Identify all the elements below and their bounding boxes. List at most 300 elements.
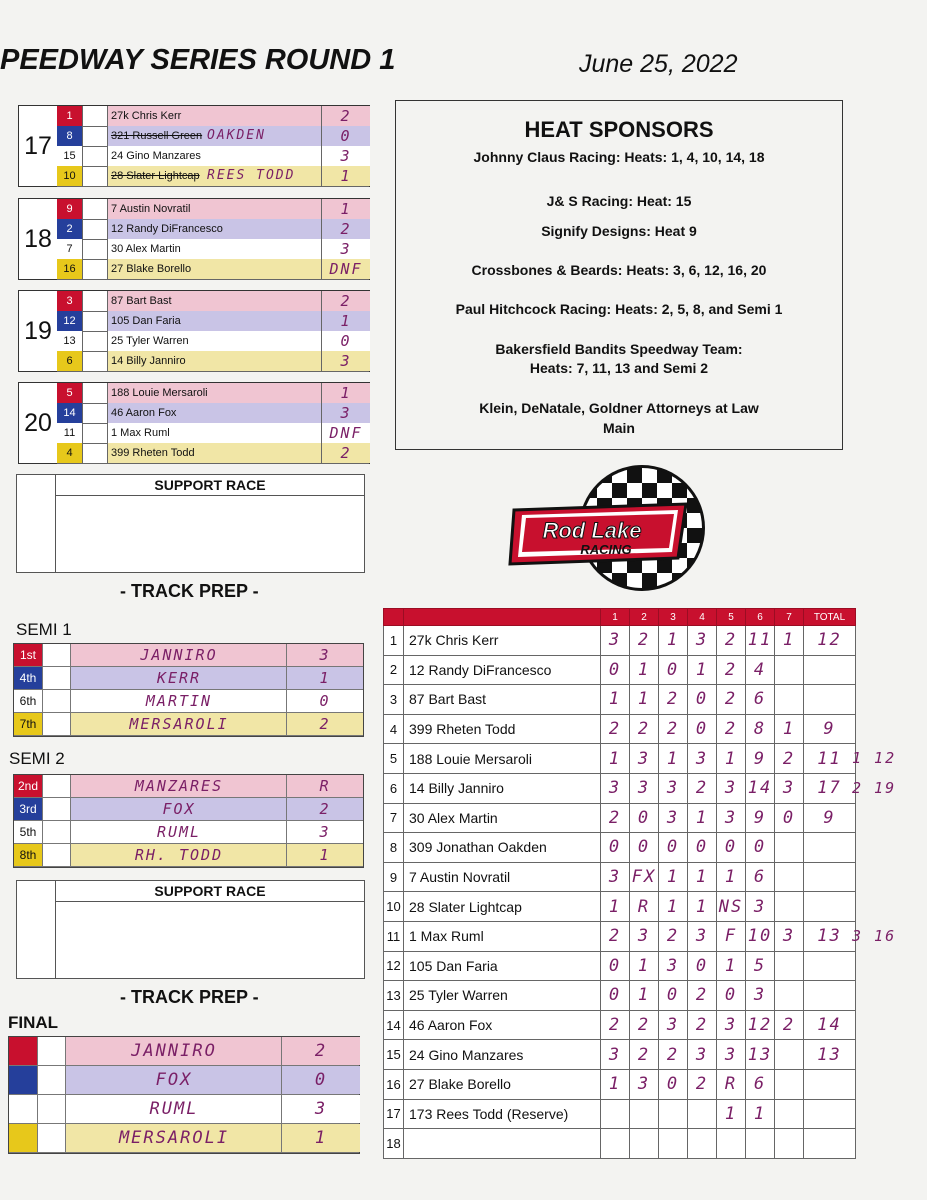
rider-name: 105 Dan Faria xyxy=(404,951,601,981)
rider-name: 87 Bart Bast xyxy=(107,291,321,311)
heat-score: 0 xyxy=(659,981,688,1011)
replacement-rider: REES TODD xyxy=(207,168,296,183)
heat-points: 1 xyxy=(321,311,370,331)
heat-score xyxy=(717,1129,746,1159)
heat-score: 6 xyxy=(746,1069,775,1099)
rider-name: 28 Slater Lightcap xyxy=(404,892,601,922)
sponsor-line: Main xyxy=(603,420,635,436)
semi-position: 4th xyxy=(14,667,42,689)
gate-number: 4 xyxy=(57,443,83,463)
heat-score xyxy=(746,1129,775,1159)
rider-name: 28 Slater Lightcap xyxy=(107,166,321,186)
track-prep-label: - TRACK PREP - xyxy=(120,987,259,1007)
rider-name: 24 Gino Manzares xyxy=(404,1040,601,1070)
heat-rider-row xyxy=(57,106,369,127)
rider-name: 30 Alex Martin xyxy=(404,803,601,833)
heat-points: 3 xyxy=(321,239,370,259)
total-score: 17 xyxy=(804,773,856,803)
track-prep-label: - TRACK PREP - xyxy=(120,581,259,601)
heat-rider-row xyxy=(57,383,369,404)
rider-name: 1 Max Ruml xyxy=(404,921,601,951)
column-header: 2 xyxy=(630,609,659,626)
heat-score xyxy=(659,1129,688,1159)
rider-name: 46 Aaron Fox xyxy=(107,403,321,423)
heat-score: 11 xyxy=(746,626,775,656)
heat-score: 1 xyxy=(601,892,630,922)
sponsor-line: Johnny Claus Racing: Heats: 1, 4, 10, 14, 18 xyxy=(473,149,765,165)
heat-number: 20 xyxy=(24,408,52,437)
heat-score: 2 xyxy=(630,1010,659,1040)
heat-number: 17 xyxy=(24,131,52,160)
gate-number: 9 xyxy=(57,199,83,219)
gate-number: 6 xyxy=(57,351,83,371)
total-score xyxy=(804,1069,856,1099)
heat-points: 3 xyxy=(321,351,370,371)
heat-score: 2 xyxy=(775,744,804,774)
rider-name: 27k Chris Kerr xyxy=(107,106,321,126)
heat-rider-row xyxy=(57,199,369,220)
heat-score: 3 xyxy=(630,773,659,803)
final-row xyxy=(9,1124,359,1153)
heat-score: 3 xyxy=(688,921,717,951)
column-header: 7 xyxy=(775,609,804,626)
heat-score: 1 xyxy=(717,1099,746,1129)
heat-points: 1 xyxy=(321,199,370,219)
margin-note: 1 12 xyxy=(852,748,897,767)
semi-rider: MERSAROLI xyxy=(70,713,287,735)
column-header: 4 xyxy=(688,609,717,626)
heat-score: 0 xyxy=(601,951,630,981)
total-score: 12 xyxy=(804,626,856,656)
semi-points: 0 xyxy=(286,690,363,712)
semi-points: R xyxy=(286,775,363,797)
semi1-title: SEMI 1 xyxy=(16,620,72,639)
heat-points: DNF xyxy=(321,423,370,443)
rider-name: 30 Alex Martin xyxy=(107,239,321,259)
heat-rider-row xyxy=(57,331,369,352)
heat-points: 0 xyxy=(321,331,370,351)
gate-number: 14 xyxy=(57,403,83,423)
gate-number: 13 xyxy=(57,331,83,351)
support-race-heading: SUPPORT RACE xyxy=(56,475,364,496)
row-number: 10 xyxy=(384,892,404,922)
semi-points: 3 xyxy=(286,644,363,666)
total-score: 13 xyxy=(804,921,856,951)
heat-score: 0 xyxy=(688,685,717,715)
semi1-table xyxy=(13,643,364,737)
heat-score: 3 xyxy=(601,773,630,803)
heat-score: 1 xyxy=(630,685,659,715)
semi2-table xyxy=(13,774,364,868)
heat-score: 12 xyxy=(746,1010,775,1040)
heat-score: 3 xyxy=(717,1010,746,1040)
heat-score: 6 xyxy=(746,862,775,892)
semi-rider: FOX xyxy=(70,798,287,820)
heat-points: 1 xyxy=(321,383,370,403)
total-score xyxy=(804,655,856,685)
semi-position: 5th xyxy=(14,821,42,843)
row-number: 4 xyxy=(384,714,404,744)
heat-score: 3 xyxy=(659,951,688,981)
rider-name: 27 Blake Borello xyxy=(404,1069,601,1099)
heat-score: R xyxy=(630,892,659,922)
heat-score xyxy=(601,1099,630,1129)
rider-name: 321 Russell Green xyxy=(107,126,321,146)
heat-score xyxy=(688,1099,717,1129)
gate-number: 16 xyxy=(57,259,83,279)
row-number: 13 xyxy=(384,981,404,1011)
rider-name: 399 Rheten Todd xyxy=(107,443,321,463)
semi-points: 1 xyxy=(286,844,363,866)
heat-rider-row xyxy=(57,126,369,147)
table-row xyxy=(384,1099,856,1129)
heat-points: 3 xyxy=(321,403,370,423)
total-score xyxy=(804,833,856,863)
rider-name: 7 Austin Novratil xyxy=(107,199,321,219)
heat-score: 1 xyxy=(659,862,688,892)
semi-row xyxy=(14,798,363,821)
final-rider: FOX xyxy=(65,1066,282,1094)
heat-score: 3 xyxy=(688,1040,717,1070)
heat-score: 0 xyxy=(630,833,659,863)
heat-score xyxy=(775,981,804,1011)
heat-points: 2 xyxy=(321,106,370,126)
sponsor-line: Signify Designs: Heat 9 xyxy=(541,223,697,239)
heat-score: 3 xyxy=(601,1040,630,1070)
heat-score: 3 xyxy=(746,981,775,1011)
heat-score: 2 xyxy=(601,803,630,833)
gate-color-swatch xyxy=(9,1037,37,1065)
heat-rider-row xyxy=(57,239,369,260)
heat-score xyxy=(775,685,804,715)
page-title: PEEDWAY SERIES ROUND 1 xyxy=(0,44,396,76)
heat-score: 1 xyxy=(688,655,717,685)
gate-color-swatch xyxy=(9,1066,37,1094)
column-header: 3 xyxy=(659,609,688,626)
heat-score xyxy=(775,1099,804,1129)
table-row xyxy=(384,951,856,981)
heat-score: 3 xyxy=(688,744,717,774)
gate-number: 12 xyxy=(57,311,83,331)
gate-number: 5 xyxy=(57,383,83,403)
heat-score: 0 xyxy=(688,951,717,981)
semi-row xyxy=(14,644,363,667)
heat-number: 18 xyxy=(24,224,52,253)
rider-name: 105 Dan Faria xyxy=(107,311,321,331)
heat-score: 3 xyxy=(717,1040,746,1070)
table-row xyxy=(384,892,856,922)
points-table xyxy=(383,608,856,1159)
sponsor-line: Crossbones & Beards: Heats: 3, 6, 12, 16, 20 xyxy=(471,262,767,278)
heat-score: 3 xyxy=(775,921,804,951)
row-number: 9 xyxy=(384,862,404,892)
total-score: 11 xyxy=(804,744,856,774)
heat-score: 3 xyxy=(659,803,688,833)
rider-name: 24 Gino Manzares xyxy=(107,146,321,166)
heat-score: 2 xyxy=(717,714,746,744)
heat-box xyxy=(18,382,370,464)
semi-rider: MANZARES xyxy=(70,775,287,797)
heat-points: DNF xyxy=(321,259,370,279)
heat-rider-row xyxy=(57,423,369,444)
heat-score xyxy=(601,1129,630,1159)
semi-row xyxy=(14,844,363,867)
heat-points: 3 xyxy=(321,146,370,166)
heat-score: NS xyxy=(717,892,746,922)
row-number: 3 xyxy=(384,685,404,715)
heat-score: 1 xyxy=(717,744,746,774)
semi-position: 7th xyxy=(14,713,42,735)
heat-score: 2 xyxy=(688,981,717,1011)
final-row xyxy=(9,1037,359,1066)
rider-name: 27 Blake Borello xyxy=(107,259,321,279)
support-race-box xyxy=(16,880,365,979)
total-score xyxy=(804,951,856,981)
semi-position: 1st xyxy=(14,644,42,666)
semi-position: 3rd xyxy=(14,798,42,820)
sponsor-line: Heats: 7, 11, 13 and Semi 2 xyxy=(529,360,709,376)
heat-score xyxy=(659,1099,688,1129)
row-number: 7 xyxy=(384,803,404,833)
heat-score xyxy=(775,862,804,892)
heat-score: 0 xyxy=(659,655,688,685)
heat-score xyxy=(775,655,804,685)
row-number: 2 xyxy=(384,655,404,685)
heat-rider-row xyxy=(57,443,369,464)
semi-position: 8th xyxy=(14,844,42,866)
table-row xyxy=(384,1010,856,1040)
heat-score: 1 xyxy=(601,1069,630,1099)
heat-score: 0 xyxy=(630,803,659,833)
heat-points: 2 xyxy=(321,443,370,463)
heat-rider-row xyxy=(57,403,369,424)
rider-name: 173 Rees Todd (Reserve) xyxy=(404,1099,601,1129)
heat-score: 1 xyxy=(717,951,746,981)
gate-number: 15 xyxy=(57,146,83,166)
table-row xyxy=(384,685,856,715)
heat-score: 2 xyxy=(717,685,746,715)
column-header: 5 xyxy=(717,609,746,626)
heat-score: 1 xyxy=(601,685,630,715)
final-points: 0 xyxy=(281,1066,360,1094)
sponsor-line: Bakersfield Bandits Speedway Team: xyxy=(495,341,743,357)
heat-score: FX xyxy=(630,862,659,892)
heat-score: 1 xyxy=(630,655,659,685)
gate-number: 7 xyxy=(57,239,83,259)
logo-text: Rod Lake xyxy=(542,518,642,543)
heat-score: 1 xyxy=(775,714,804,744)
heat-score: 0 xyxy=(601,833,630,863)
heat-score: 3 xyxy=(601,862,630,892)
rider-name: 188 Louie Mersaroli xyxy=(107,383,321,403)
heat-score: 1 xyxy=(688,803,717,833)
rider-name: 46 Aaron Fox xyxy=(404,1010,601,1040)
row-number: 17 xyxy=(384,1099,404,1129)
heat-score: 0 xyxy=(688,714,717,744)
total-score: 9 xyxy=(804,714,856,744)
heat-score: 2 xyxy=(601,714,630,744)
final-rider: MERSAROLI xyxy=(65,1124,282,1152)
heat-rider-row xyxy=(57,146,369,167)
heat-points: 1 xyxy=(321,166,370,186)
heat-score: 1 xyxy=(746,1099,775,1129)
heat-score: 0 xyxy=(659,833,688,863)
total-score xyxy=(804,892,856,922)
heat-score: 3 xyxy=(630,744,659,774)
heat-score: 1 xyxy=(630,981,659,1011)
heat-points: 0 xyxy=(321,126,370,146)
rod-lake-racing-logo xyxy=(506,460,706,600)
rider-name xyxy=(404,1129,601,1159)
heat-score: 13 xyxy=(746,1040,775,1070)
semi-rider: KERR xyxy=(70,667,287,689)
sponsors-heading: HEAT SPONSORS xyxy=(524,117,714,142)
heat-score: 1 xyxy=(659,626,688,656)
heat-box xyxy=(18,105,370,187)
logo-subtext: RACING xyxy=(580,542,632,557)
heat-score: 2 xyxy=(717,626,746,656)
semi-row xyxy=(14,775,363,798)
replacement-rider: OAKDEN xyxy=(207,128,266,143)
heat-score: 0 xyxy=(601,981,630,1011)
total-score: 13 xyxy=(804,1040,856,1070)
table-row xyxy=(384,714,856,744)
heat-score: 2 xyxy=(659,714,688,744)
heat-score: 2 xyxy=(601,921,630,951)
total-score xyxy=(804,862,856,892)
heat-score: 9 xyxy=(746,803,775,833)
table-row xyxy=(384,1069,856,1099)
gate-number: 8 xyxy=(57,126,83,146)
row-number: 12 xyxy=(384,951,404,981)
heat-score: 6 xyxy=(746,685,775,715)
heat-points: 2 xyxy=(321,219,370,239)
rider-name: 27k Chris Kerr xyxy=(404,626,601,656)
heat-rider-row xyxy=(57,291,369,312)
rider-name: 7 Austin Novratil xyxy=(404,862,601,892)
heat-score: 0 xyxy=(746,833,775,863)
semi-row xyxy=(14,690,363,713)
heat-score: 2 xyxy=(688,1069,717,1099)
heat-score: 1 xyxy=(659,744,688,774)
heat-number: 19 xyxy=(24,316,52,345)
heat-score: 1 xyxy=(601,744,630,774)
heat-score: 8 xyxy=(746,714,775,744)
heat-score: 2 xyxy=(659,1040,688,1070)
heat-score: 2 xyxy=(630,714,659,744)
gate-number: 11 xyxy=(57,423,83,443)
heat-score xyxy=(775,892,804,922)
semi-points: 1 xyxy=(286,667,363,689)
heat-score: 1 xyxy=(688,862,717,892)
heat-score: 2 xyxy=(659,921,688,951)
heat-score: 3 xyxy=(659,1010,688,1040)
table-row xyxy=(384,862,856,892)
heat-rider-row xyxy=(57,351,369,372)
semi-position: 2nd xyxy=(14,775,42,797)
rider-name: 1 Max Ruml xyxy=(107,423,321,443)
heat-score: 3 xyxy=(601,626,630,656)
gate-color-swatch xyxy=(9,1124,37,1152)
heat-score: 1 xyxy=(630,951,659,981)
row-number: 11 xyxy=(384,921,404,951)
heat-score: 1 xyxy=(688,892,717,922)
support-race-box xyxy=(16,474,365,573)
heat-box xyxy=(18,290,370,372)
final-points: 3 xyxy=(281,1095,360,1123)
heat-score xyxy=(630,1099,659,1129)
final-row xyxy=(9,1095,359,1124)
column-header: TOTAL xyxy=(804,609,856,626)
heat-score: 2 xyxy=(717,655,746,685)
support-race-heading: SUPPORT RACE xyxy=(56,881,364,902)
rider-name: 309 Jonathan Oakden xyxy=(404,833,601,863)
total-score xyxy=(804,981,856,1011)
heat-score: 1 xyxy=(717,862,746,892)
heat-score xyxy=(630,1129,659,1159)
row-number: 1 xyxy=(384,626,404,656)
heat-score: 14 xyxy=(746,773,775,803)
heat-score: 2 xyxy=(688,1010,717,1040)
table-row xyxy=(384,803,856,833)
heat-score: 3 xyxy=(630,921,659,951)
gate-number: 10 xyxy=(57,166,83,186)
table-row xyxy=(384,773,856,803)
heat-score: 2 xyxy=(630,626,659,656)
semi-points: 2 xyxy=(286,798,363,820)
row-number: 15 xyxy=(384,1040,404,1070)
table-row xyxy=(384,1129,856,1159)
table-row xyxy=(384,921,856,951)
heat-rider-row xyxy=(57,166,369,187)
semi-row xyxy=(14,713,363,736)
table-row xyxy=(384,833,856,863)
heat-rider-row xyxy=(57,219,369,240)
final-points: 2 xyxy=(281,1037,360,1065)
table-row xyxy=(384,981,856,1011)
column-header: 1 xyxy=(601,609,630,626)
heat-score xyxy=(775,1040,804,1070)
heat-rider-row xyxy=(57,311,369,332)
total-score xyxy=(804,1129,856,1159)
heat-score: 3 xyxy=(717,803,746,833)
gate-color-swatch xyxy=(9,1095,37,1123)
sponsor-line: Klein, DeNatale, Goldner Attorneys at Law xyxy=(479,400,759,416)
row-number: 8 xyxy=(384,833,404,863)
semi-points: 3 xyxy=(286,821,363,843)
final-title: FINAL xyxy=(8,1013,59,1032)
heat-rider-row xyxy=(57,259,369,280)
semi-rider: MARTIN xyxy=(70,690,287,712)
heat-score: 2 xyxy=(659,685,688,715)
heat-score: 2 xyxy=(601,1010,630,1040)
heat-score: F xyxy=(717,921,746,951)
semi2-title: SEMI 2 xyxy=(9,749,65,768)
heat-score xyxy=(775,1069,804,1099)
final-points: 1 xyxy=(281,1124,360,1152)
row-number: 5 xyxy=(384,744,404,774)
row-number: 18 xyxy=(384,1129,404,1159)
rider-name: 14 Billy Janniro xyxy=(107,351,321,371)
rider-name: 188 Louie Mersaroli xyxy=(404,744,601,774)
rider-name: 87 Bart Bast xyxy=(404,685,601,715)
heat-score: 2 xyxy=(775,1010,804,1040)
semi-row xyxy=(14,821,363,844)
table-row xyxy=(384,744,856,774)
rider-name: 25 Tyler Warren xyxy=(107,331,321,351)
heat-score: 2 xyxy=(630,1040,659,1070)
semi-points: 2 xyxy=(286,713,363,735)
